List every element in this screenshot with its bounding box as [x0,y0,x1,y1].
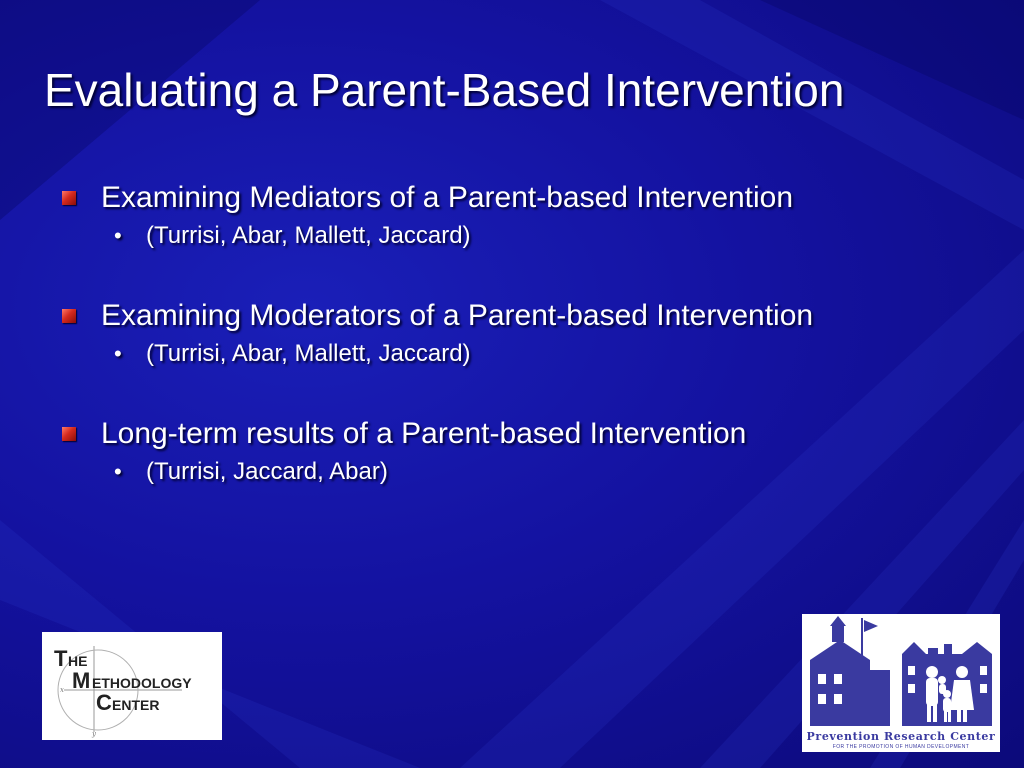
prevention-center-tagline: FOR THE PROMOTION OF HUMAN DEVELOPMENT [832,744,970,750]
svg-text:x: x [60,686,64,694]
square-bullet-icon [62,427,76,441]
bullet-subtext: (Turrisi, Abar, Mallett, Jaccard) [146,340,471,367]
svg-text:HE: HE [68,653,88,669]
methodology-center-logo [42,632,222,740]
prevention-research-center-logo [802,614,1000,752]
bullet-item [62,296,962,370]
prevention-center-silhouette [802,614,1000,728]
bullet-subtext: (Turrisi, Abar, Mallett, Jaccard) [146,222,471,249]
dot-bullet-icon: • [114,459,122,484]
prevention-center-name: Prevention Research Center [806,730,996,743]
svg-text:M: M [72,668,91,693]
svg-text:C: C [96,690,112,715]
bullet-list [62,178,962,532]
square-bullet-icon [62,191,76,205]
bullet-subtext: (Turrisi, Jaccard, Abar) [146,458,388,485]
bullet-level2 [114,220,962,252]
square-bullet-icon [62,309,76,323]
svg-text:ETHODOLOGY: ETHODOLOGY [92,675,192,691]
bullet-level1 [62,414,962,454]
slide-title: Evaluating a Parent-Based Intervention [44,64,845,116]
bullet-item [62,414,962,488]
svg-text:ENTER: ENTER [112,697,160,713]
bullet-level1 [62,296,962,336]
bullet-item [62,178,962,252]
bullet-level1 [62,178,962,218]
dot-bullet-icon: • [114,341,122,366]
bullet-level2 [114,338,962,370]
methodology-center-logo-graphic [42,632,222,740]
bullet-text: Examining Mediators of a Parent-based Intervention [101,181,794,214]
bullet-text: Long-term results of a Parent-based Intervention [101,417,747,450]
bullet-level2 [114,456,962,488]
bullet-text: Examining Moderators of a Parent-based Intervention [101,299,814,332]
svg-text:y: y [92,730,96,738]
dot-bullet-icon: • [114,223,122,248]
svg-text:T: T [54,646,68,671]
